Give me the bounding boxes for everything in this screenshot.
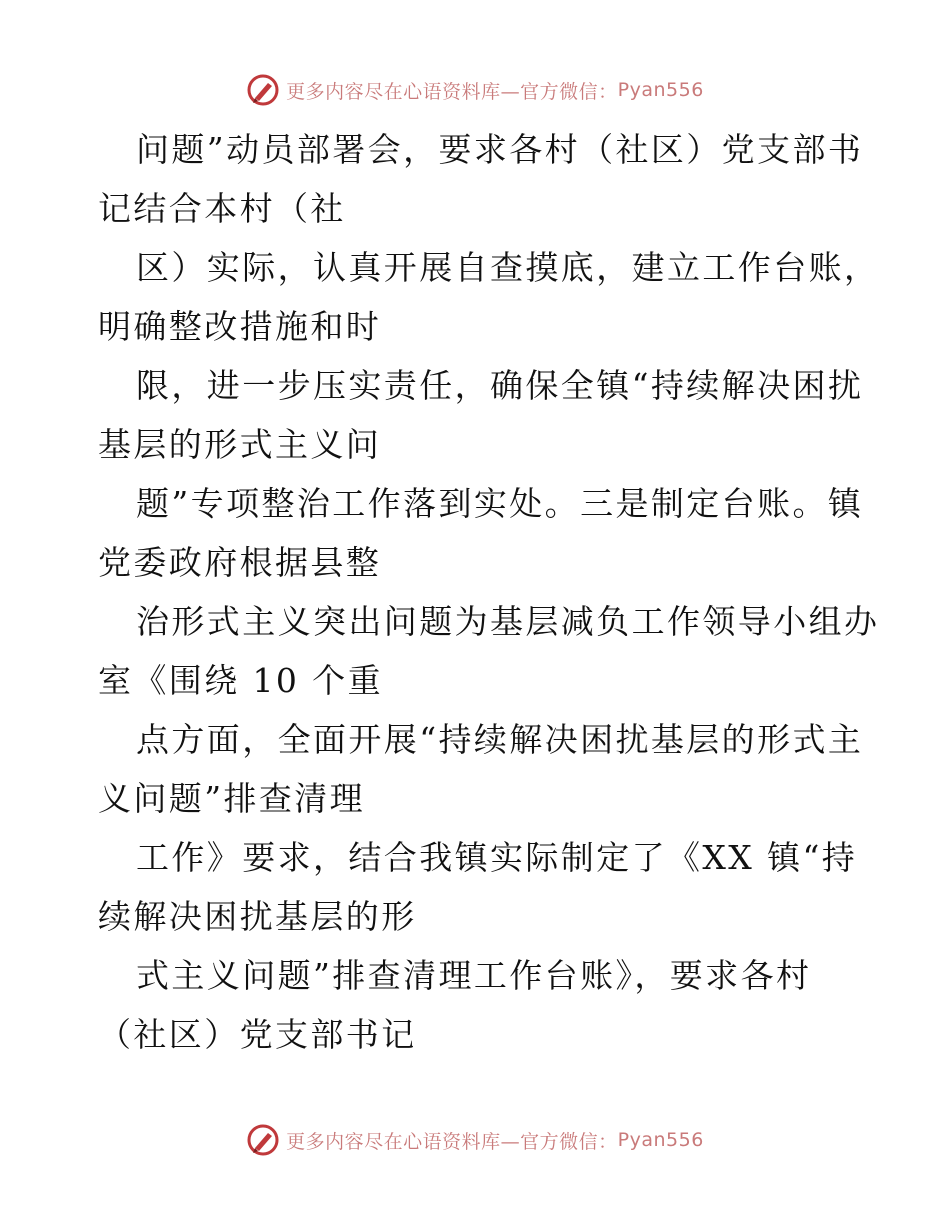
body-line: 义问题”排查清理 bbox=[98, 779, 366, 818]
body-line: 区）实际，认真开展自查摸底，建立工作台账， bbox=[136, 248, 880, 287]
body-line: 党委政府根据县整 bbox=[98, 543, 382, 582]
pen-logo-icon bbox=[246, 73, 280, 107]
body-line: 题”专项整治工作落到实处。三是制定台账。镇 bbox=[136, 484, 864, 523]
body-line: 工作》要求，结合我镇实际制定了《XX 镇“持 bbox=[136, 838, 858, 877]
body-line: 室《围绕 10 个重 bbox=[98, 661, 383, 700]
body-line: 续解决困扰基层的形 bbox=[98, 897, 417, 936]
body-line: 限，进一步压实责任，确保全镇“持续解决困扰 bbox=[136, 366, 864, 405]
body-line: （社区）党支部书记 bbox=[98, 1015, 417, 1054]
body-line: 基层的形式主义问 bbox=[98, 425, 382, 464]
body-line: 式主义问题”排查清理工作台账》，要求各村 bbox=[136, 956, 812, 995]
footer-watermark-banner bbox=[0, 1120, 950, 1160]
footer-banner-text: 更多内容尽在心语资料库—官方微信： bbox=[286, 1130, 618, 1153]
footer-wechat-id: Pyan556 bbox=[617, 1129, 704, 1151]
header-banner-text: 更多内容尽在心语资料库—官方微信： bbox=[286, 80, 618, 103]
document-body bbox=[98, 120, 880, 1064]
pen-logo-icon bbox=[246, 1123, 280, 1157]
body-line: 明确整改措施和时 bbox=[98, 307, 382, 346]
body-line: 问题”动员部署会，要求各村（社区）党支部书 bbox=[136, 130, 864, 169]
header-watermark-banner bbox=[0, 70, 950, 110]
body-line: 记结合本村（社 bbox=[98, 189, 346, 228]
body-line: 治形式主义突出问题为基层减负工作领导小组办 bbox=[136, 602, 880, 641]
body-line: 点方面，全面开展“持续解决困扰基层的形式主 bbox=[136, 720, 864, 759]
header-wechat-id: Pyan556 bbox=[617, 79, 704, 101]
